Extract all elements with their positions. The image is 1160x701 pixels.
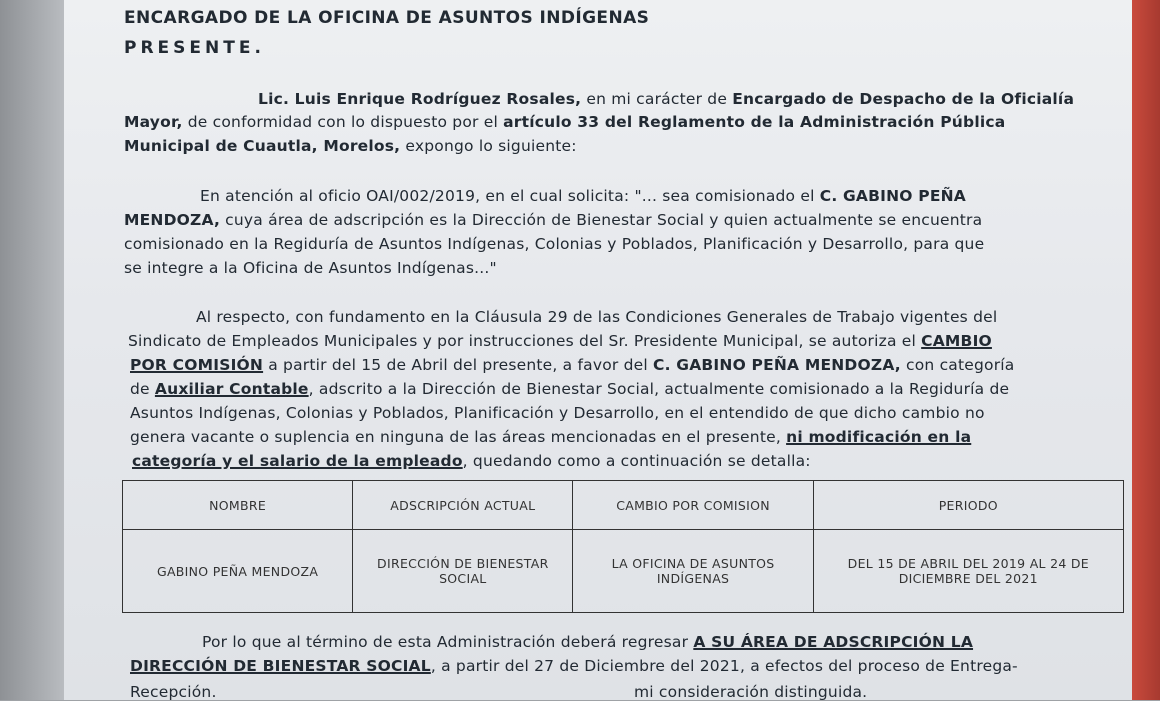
para2-line-5: Asuntos Indígenas, Colonias y Poblados, Planificación y Desarrollo, en el entendido de que dicho cambio no [130,404,985,422]
para2-line-6 [130,428,971,446]
job-category: Auxiliar Contable [154,380,309,398]
para1-line-4: se integre a la Oficina de Asuntos Indígenas..." [124,259,497,277]
para2-text-2: Sindicato de Empleados Municipales y por instrucciones del Sr. Presidente Municipal, se autoriza el [128,332,922,350]
intro-text-1: en mi carácter de [581,90,733,108]
scan-right-edge [1132,0,1160,700]
change-label-2: POR COMISIÓN [130,356,264,374]
para3-text-2: , a partir del 27 de Diciembre del 2021, a efectos del proceso de Entrega- [430,657,1018,675]
para1-text-1: En atención al oficio OAI/002/2019, en el cual solicita: "... sea comisionado el [200,187,820,205]
intro-text-2: de conformidad con lo dispuesto por el [182,113,504,131]
employee-name-1: C. GABINO PEÑA [819,187,966,205]
para2-text-4a: de [130,380,155,398]
signer-name: Lic. Luis Enrique Rodríguez Rosales, [258,90,582,108]
employee-name-2: MENDOZA, [124,211,221,229]
para2-line-2 [128,332,992,350]
para2-text-6a: genera vacante o suplencia en ninguna de las áreas mencionadas en el presente, [130,428,787,446]
table-header-row [123,481,1124,530]
addressee-heading: ENCARGADO DE LA OFICINA DE ASUNTOS INDÍGENAS [124,8,650,28]
para3-line-1 [202,633,973,651]
intro-line-3 [124,137,577,155]
scan-left-margin [0,0,64,700]
return-area-1: A SU ÁREA DE ADSCRIPCIÓN LA [693,633,974,651]
article-reference: artículo 33 del Reglamento de la Administración Pública [503,113,1006,131]
table-row [123,530,1124,613]
cell-current-assignment: DIRECCIÓN DE BIENESTAR SOCIAL [353,530,573,613]
closing-line: mi consideración distinguida. [634,683,868,701]
para2-line-4 [130,380,1009,398]
intro-line-1 [258,90,1074,108]
employee-name-3: C. GABINO PEÑA MENDOZA, [653,356,901,374]
header-period: PERIODO [813,481,1123,530]
para2-line-3 [130,356,1015,374]
signer-role-2: Mayor, [124,113,183,131]
signer-role: Encargado de Despacho de la Oficialía [732,90,1075,108]
para2-text-3: a partir del 15 de Abril del presente, a favor del [263,356,654,374]
municipality: Municipal de Cuautla, Morelos, [124,137,401,155]
para2-text-7b: , quedando como a continuación se detalla: [462,452,811,470]
header-name: NOMBRE [123,481,353,530]
para3-line-2 [130,657,1018,675]
para3-text-1: Por lo que al término de esta Administración deberá regresar [202,633,694,651]
document-page [64,0,1132,700]
intro-line-2 [124,113,1005,131]
para2-line-7 [132,452,811,470]
para1-line-1 [200,187,966,205]
return-area-2: DIRECCIÓN DE BIENESTAR SOCIAL [130,657,431,675]
para1-text-2: cuya área de adscripción es la Dirección de Bienestar Social y quien actualmente se encuentra [220,211,983,229]
para1-line-2 [124,211,982,229]
cell-period: DEL 15 DE ABRIL DEL 2019 AL 24 DE DICIEMBRE DEL 2021 [813,530,1123,613]
no-modification-clause-1: ni modificación en la [786,428,972,446]
header-commission-change: CAMBIO POR COMISION [573,481,813,530]
present-heading: PRESENTE. [124,38,265,58]
intro-text-3: expongo lo siguiente: [400,137,577,155]
cell-name: GABINO PEÑA MENDOZA [123,530,353,613]
no-modification-clause-2: categoría y el salario de la empleado [132,452,463,470]
change-label-1: CAMBIO [921,332,992,350]
para3-line-3: Recepción. [130,683,217,701]
para2-text-3b: con categoría [900,356,1015,374]
header-current-assignment: ADSCRIPCIÓN ACTUAL [353,481,573,530]
para1-line-3: comisionado en la Regiduría de Asuntos Indígenas, Colonias y Poblados, Planificación y Desarrollo, para que [124,235,985,253]
para2-text-4c: , adscrito a la Dirección de Bienestar Social, actualmente comisionado a la Regiduría de [308,380,1010,398]
cell-commission-change: LA OFICINA DE ASUNTOS INDÍGENAS [573,530,813,613]
commission-table [122,480,1124,613]
para2-line-1: Al respecto, con fundamento en la Cláusula 29 de las Condiciones Generales de Trabajo vigentes del [196,308,998,326]
